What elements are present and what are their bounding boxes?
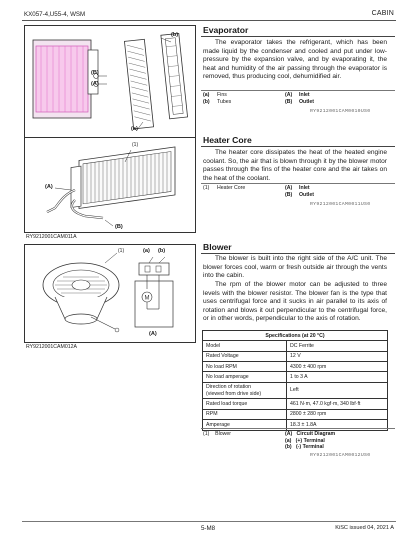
evaporator-description: The evaporator takes the refrigerant, which has been made liquid by the condenser and cooled and put under low-pressure by the expansion valve, and by evaporating it, the heat and humidity of the air passing through the evaporator is removed, thus producing cool, dehumidified air. bbox=[203, 39, 387, 80]
heater-core-figure-caption: RY9212001CAM011A bbox=[26, 234, 77, 240]
legend-item: (b) (-) Terminal bbox=[285, 444, 324, 451]
legend-row bbox=[203, 192, 387, 199]
spec-key: Rated Voltage bbox=[203, 351, 287, 361]
table-row bbox=[203, 372, 388, 382]
spec-value: 12 V bbox=[287, 351, 388, 361]
blower-spec-table bbox=[202, 330, 388, 431]
legend-key bbox=[203, 192, 217, 199]
legend-key: (A) bbox=[285, 185, 293, 191]
heater-core-legend bbox=[203, 185, 387, 199]
legend-item: (a) (+) Terminal bbox=[285, 437, 325, 444]
legend-item: (A) Circuit Diagram bbox=[285, 431, 336, 437]
legend-row bbox=[203, 92, 387, 99]
blower-illustration bbox=[25, 245, 195, 342]
page-number: 5-M8 bbox=[200, 525, 216, 532]
label-A-inlet: (A) bbox=[91, 81, 99, 87]
table-row bbox=[203, 361, 388, 371]
evaporator-ref-code: RY9212001CAM0010US0 bbox=[310, 109, 371, 114]
table-row bbox=[203, 351, 388, 361]
legend-item: (1) Blower bbox=[203, 431, 231, 437]
label-a-fins: (a) bbox=[131, 126, 138, 132]
label-A-circuit-diagram: (A) bbox=[149, 331, 157, 337]
label-1-blower: (1) bbox=[118, 248, 125, 254]
spec-value: 18.3 ± 1.8A bbox=[287, 420, 388, 430]
legend-value bbox=[217, 192, 285, 199]
legend-row bbox=[203, 99, 387, 106]
blower-figure bbox=[24, 244, 196, 343]
issue-note: KiSC issued 04, 2021 A bbox=[335, 525, 394, 531]
blower-description-1: The blower is built into the right side of the A/C unit. The blower forces cool, warm or fresh outside air through the vents into the cabin. bbox=[203, 255, 387, 279]
spec-key: Direction of rotation (viewed from drive side) bbox=[203, 382, 287, 399]
evaporator-legend bbox=[203, 92, 387, 106]
header-rule bbox=[22, 20, 396, 21]
heater-core-heading-rule bbox=[201, 146, 395, 147]
legend-key: (B) bbox=[285, 192, 293, 198]
svg-text:M: M bbox=[144, 295, 150, 302]
label-a-plus-terminal: (a) bbox=[143, 248, 150, 254]
heater-core-legend-rule bbox=[201, 183, 395, 184]
spec-key: Rated load torque bbox=[203, 399, 287, 409]
blower-ref-code: RY9212001CAM0012US0 bbox=[310, 453, 371, 458]
label-b-minus-terminal: (b) bbox=[158, 248, 166, 254]
spec-key: RPM bbox=[203, 409, 287, 419]
blower-legend bbox=[203, 431, 387, 451]
spec-value: 461 N·m, 47.0 kgf·m, 340 lbf·ft bbox=[287, 399, 388, 409]
legend-item bbox=[203, 438, 285, 445]
blower-description-2: The rpm of the blower motor can be adjusted to three levels with the blower resistor. The blower fan is the type that uses centrifugal force and it sucks in air parallel to its axis of rotation and blows it out perpendicular to the centrifugal force, or in other words, perpendicular to the axis of rotation. bbox=[203, 281, 387, 322]
evaporator-heading: Evaporator bbox=[203, 25, 249, 35]
spec-key: No load amperage bbox=[203, 372, 287, 382]
legend-value: Outlet bbox=[299, 192, 314, 198]
label-B-outlet: (B) bbox=[91, 70, 99, 76]
heater-core-heading: Heater Core bbox=[203, 135, 252, 145]
heater-core-description: The heater core dissipates the heat of the heated engine coolant. So, the air that is blown through it by the blower motor passes through the fins of the heater core and the air takes on the heat of the coolant. bbox=[203, 149, 387, 182]
evaporator-legend-rule bbox=[201, 90, 395, 91]
spec-value: Left bbox=[287, 382, 388, 399]
legend-key: (B) bbox=[285, 99, 293, 105]
heater-core-figure bbox=[24, 137, 196, 233]
spec-table-header-row bbox=[203, 331, 388, 341]
legend-value: Heater Core bbox=[217, 185, 246, 191]
table-row bbox=[203, 341, 388, 351]
legend-row bbox=[203, 185, 387, 192]
spec-key: Model bbox=[203, 341, 287, 351]
legend-key: (A) bbox=[285, 92, 293, 98]
heater-core-ref-code: RY9212001CAM0011US0 bbox=[310, 202, 371, 207]
table-row bbox=[203, 382, 388, 399]
legend-value: Inlet bbox=[299, 185, 310, 191]
spec-table-title: Specifications (at 20 °C) bbox=[203, 331, 388, 341]
evaporator-figure bbox=[24, 25, 196, 145]
section-title: CABIN bbox=[371, 10, 394, 17]
legend-row bbox=[203, 431, 387, 438]
label-1-heater-core: (1) bbox=[132, 142, 139, 148]
footer-rule bbox=[22, 521, 396, 522]
blower-legend-rule bbox=[201, 428, 395, 429]
legend-key: (a) bbox=[203, 92, 210, 98]
table-row bbox=[203, 409, 388, 419]
legend-key: (1) bbox=[203, 185, 210, 191]
legend-item bbox=[203, 444, 285, 451]
label-B-outlet: (B) bbox=[115, 224, 123, 230]
label-b-tubes: (b) bbox=[171, 32, 179, 38]
legend-value: Outlet bbox=[299, 99, 314, 105]
spec-value: DC Ferrite bbox=[287, 341, 388, 351]
label-A-inlet: (A) bbox=[45, 184, 53, 190]
table-row bbox=[203, 399, 388, 409]
legend-row bbox=[203, 444, 387, 451]
blower-heading-rule bbox=[201, 253, 395, 254]
doc-id: KX057-4,U55-4, WSM bbox=[24, 11, 86, 18]
spec-value: 4300 ± 400 rpm bbox=[287, 361, 388, 371]
legend-key: (b) bbox=[203, 99, 210, 105]
blower-heading: Blower bbox=[203, 242, 232, 252]
spec-key: Amperage bbox=[203, 420, 287, 430]
legend-value: Inlet bbox=[299, 92, 310, 98]
spec-value: 1 to 3 A bbox=[287, 372, 388, 382]
spec-value: 2800 ± 280 rpm bbox=[287, 409, 388, 419]
evaporator-illustration bbox=[25, 26, 195, 144]
legend-value: Fins bbox=[217, 92, 227, 98]
blower-figure-caption: RY9212001CAM012A bbox=[26, 344, 77, 350]
spec-key: No load RPM bbox=[203, 361, 287, 371]
legend-row bbox=[203, 438, 387, 445]
evaporator-heading-rule bbox=[201, 36, 395, 37]
legend-value: Tubes bbox=[217, 99, 232, 105]
